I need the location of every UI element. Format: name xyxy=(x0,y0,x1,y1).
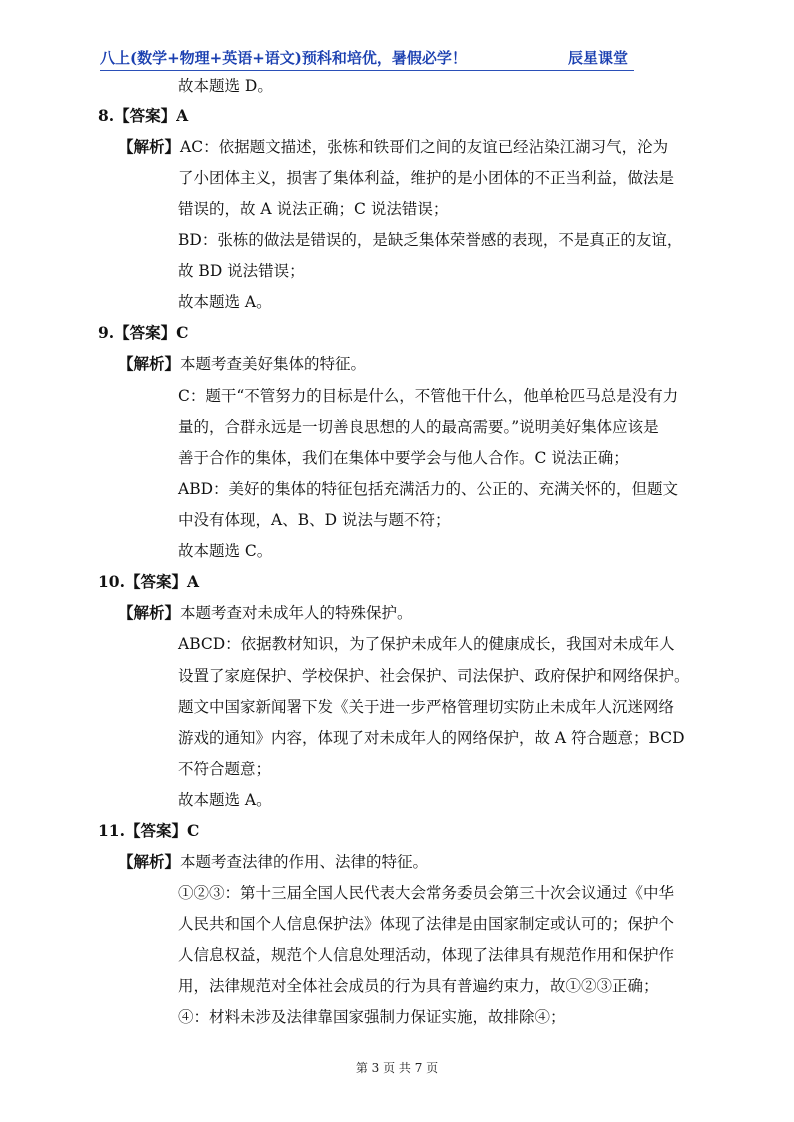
analysis-line: 【解析】本题考查对未成年人的特殊保护。 xyxy=(118,603,413,622)
analysis-line: 人信息权益，规范个人信息处理活动，体现了法律具有规范作用和保护作 xyxy=(178,946,675,964)
header-promo-text: 八上(数学+物理+英语+语文)预科和培优，暑假必学！ xyxy=(100,49,467,67)
analysis-line: ABCD：依据教材知识，为了保护未成年人的健康成长，我国对未成年人 xyxy=(178,635,675,653)
analysis-line: 量的，合群永远是一切善良思想的人的最高需要。”说明美好集体应该是 xyxy=(178,418,659,436)
analysis-line: 题文中国家新闻署下发《关于进一步严格管理切实防止未成年人沉迷网络 xyxy=(178,698,675,716)
answer-heading-8: 8.【答案】A xyxy=(98,106,189,125)
analysis-line: ①②③：第十三届全国人民代表大会常务委员会第三十次会议通过《中华 xyxy=(178,884,675,902)
page-number: 第 3 页 共 7 页 xyxy=(355,1061,439,1075)
answer-heading-11: 11.【答案】C xyxy=(98,821,200,840)
analysis-line: ABD：美好的集体的特征包括充满活力的、公正的、充满关怀的，但题文 xyxy=(178,480,679,498)
analysis-line: 游戏的通知》内容，体现了对未成年人的网络保护，故 A 符合题意；BCD xyxy=(178,729,685,747)
analysis-line: ④：材料未涉及法律靠国家强制力保证实施，故排除④； xyxy=(178,1008,566,1026)
analysis-line: 【解析】AC：依据题文描述，张栋和铁哥们之间的友谊已经沾染江湖习气，沦为 xyxy=(118,137,669,156)
conclusion-line: 故本题选 D。 xyxy=(178,77,273,95)
analysis-line: 设置了家庭保护、学校保护、社会保护、司法保护、政府保护和网络保护。 xyxy=(178,667,690,685)
analysis-tag: 【解析】 xyxy=(118,603,181,622)
analysis-line: BD：张栋的做法是错误的，是缺乏集体荣誉感的表现，不是真正的友谊， xyxy=(178,231,683,249)
page-header xyxy=(100,44,634,71)
analysis-line: 人民共和国个人信息保护法》体现了法律是由国家制定或认可的；保护个 xyxy=(178,915,675,933)
analysis-line: 用，法律规范对全体社会成员的行为具有普遍约束力，故①②③正确； xyxy=(178,977,659,995)
analysis-line: 不符合题意； xyxy=(178,760,272,778)
analysis-line: 故 BD 说法错误； xyxy=(178,262,305,280)
conclusion-line: 故本题选 A。 xyxy=(178,293,272,311)
conclusion-line: 故本题选 A。 xyxy=(178,791,272,809)
analysis-line: 【解析】本题考查法律的作用、法律的特征。 xyxy=(118,852,429,871)
analysis-tag: 【解析】 xyxy=(118,354,181,373)
analysis-line: 【解析】本题考查美好集体的特征。 xyxy=(118,354,367,373)
analysis-tag: 【解析】 xyxy=(118,852,181,871)
answer-heading-10: 10.【答案】A xyxy=(98,572,199,591)
analysis-line: 中没有体现，A、B、D 说法与题不符； xyxy=(178,511,451,529)
header-brand: 辰星课堂 xyxy=(567,49,628,67)
answer-heading-9: 9.【答案】C xyxy=(98,323,189,342)
analysis-line: C：题干“不管努力的目标是什么，不管他干什么，他单枪匹马总是没有力 xyxy=(178,387,679,405)
conclusion-line: 故本题选 C。 xyxy=(178,542,273,560)
analysis-tag: 【解析】 xyxy=(118,137,181,156)
analysis-line: 了小团体主义，损害了集体利益，维护的是小团体的不正当利益，做法是 xyxy=(178,169,675,187)
analysis-line: 错误的，故 A 说法正确；C 说法错误； xyxy=(178,200,449,218)
analysis-line: 善于合作的集体，我们在集体中要学会与他人合作。C 说法正确； xyxy=(178,449,629,467)
